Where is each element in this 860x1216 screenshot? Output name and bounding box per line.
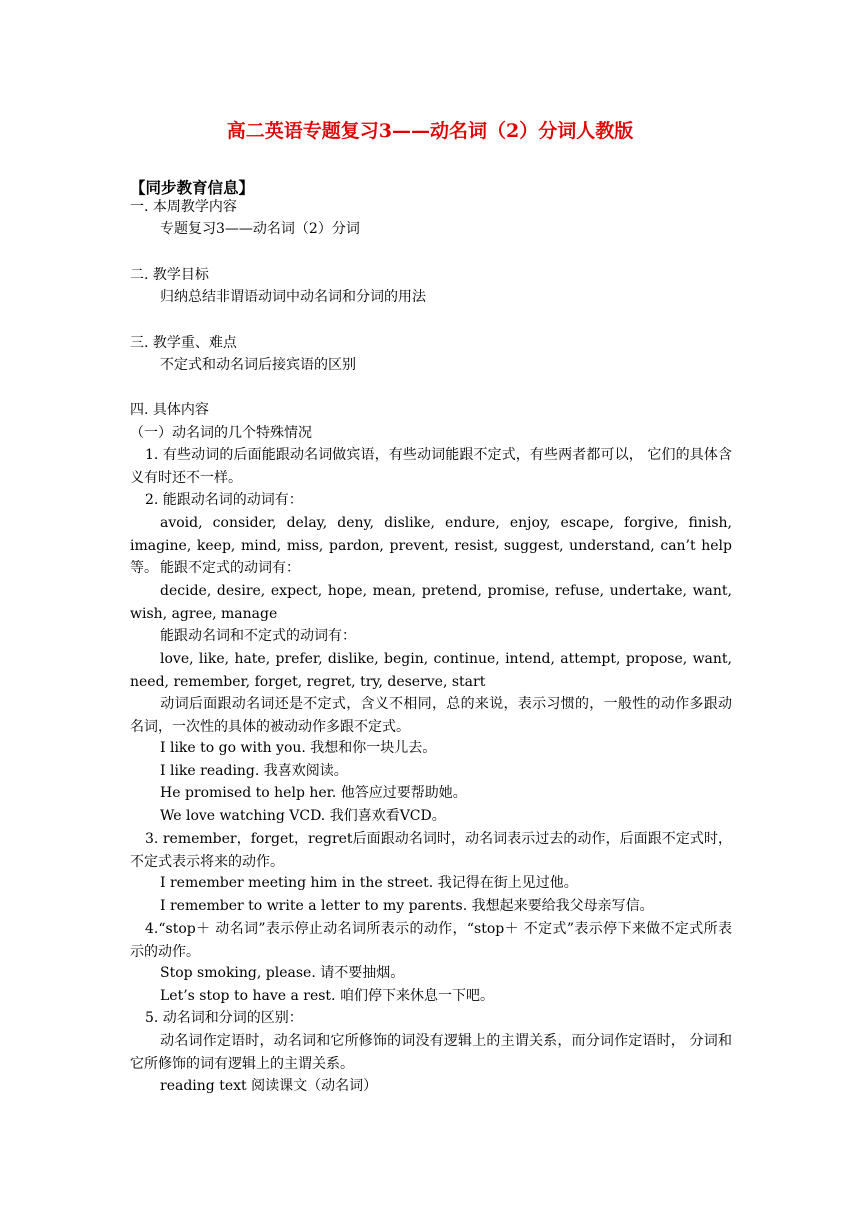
example-3: He promised to help her. 他答应过要帮助她。 — [160, 785, 467, 801]
section-3-heading: 三. 教学重、难点 — [130, 335, 237, 351]
both-verb-list-text: love, like, hate, prefer, dislike, begin, continue, intend, attempt, propose, want, need, remember, forget, regret, try, deserve, start — [130, 651, 732, 690]
subsection-1-heading: （一）动名词的几个特殊情况 — [130, 425, 312, 441]
gerund-vs-participle-explanation — [130, 1030, 732, 1075]
example-4: We love watching VCD. 我们喜欢看VCD。 — [160, 808, 446, 824]
gerund-verb-list-text: avoid, consider, delay, deny, dislike, endure, enjoy, escape, forgive, finish, imagine, keep, mind, miss, pardon, prevent, resist, suggest, understand, can’t help 等。 — [130, 515, 732, 576]
infinitive-verbs-label: 能跟不定式的动词有： — [160, 560, 300, 576]
example-6: I remember to write a letter to my parents. 我想起来要给我父母亲写信。 — [160, 898, 654, 914]
example-1: I like to go with you. 我想和你一块儿去。 — [160, 740, 437, 756]
section-1-text: 专题复习3——动名词（2）分词 — [160, 221, 360, 237]
example-2: I like reading. 我喜欢阅读。 — [160, 763, 348, 779]
infinitive-verb-list — [130, 580, 732, 625]
point-4-paragraph — [130, 918, 732, 963]
section-2-text: 归纳总结非谓语动词中动名词和分词的用法 — [160, 289, 426, 305]
example-8: Let’s stop to have a rest. 咱们停下来休息一下吧。 — [160, 988, 494, 1004]
both-verb-list — [130, 648, 732, 693]
document-title: 高二英语专题复习3——动名词（2）分词人教版 — [226, 120, 634, 142]
example-5: I remember meeting him in the street. 我记得在街上见过他。 — [160, 875, 578, 891]
infinitive-verb-list-text: decide, desire, expect, hope, mean, pretend, promise, refuse, undertake, want, wish, agree, manage — [130, 583, 732, 622]
section-4-heading: 四. 具体内容 — [130, 402, 209, 418]
example-7: Stop smoking, please. 请不要抽烟。 — [160, 965, 405, 981]
point-2-heading: 2. 能跟动名词的动词有： — [145, 492, 303, 508]
participle-explanation-text: 动名词作定语时，动名词和它所修饰的词没有逻辑上的主谓关系，而分词作定语时， 分词和它所修饰的词有逻辑上的主谓关系。 — [130, 1033, 732, 1072]
section-3-text: 不定式和动名词后接宾语的区别 — [160, 357, 356, 373]
point-3-paragraph — [130, 828, 732, 873]
point-1-text: 1. 有些动词的后面能跟动名词做宾语，有些动词能跟不定式，有些两者都可以， 它们的具体含义有时还不一样。 — [130, 447, 732, 486]
point-5-heading: 5. 动名词和分词的区别： — [145, 1010, 303, 1026]
section-2-heading: 二. 教学目标 — [130, 267, 209, 283]
sync-info-heading: 【同步教育信息】 — [130, 178, 255, 197]
section-1-heading: 一. 本周教学内容 — [130, 199, 237, 215]
example-9: reading text 阅读课文（动名词） — [160, 1078, 378, 1094]
gerund-vs-infinitive-explanation — [130, 693, 732, 738]
point-4-text: 4.“stop＋ 动名词”表示停止动名词所表示的动作，“stop＋ 不定式”表示停下来做不定式所表示的动作。 — [130, 921, 732, 960]
point-3-text: 3. remember，forget，regret后面跟动名词时，动名词表示过去的动作，后面跟不定式时，不定式表示将来的动作。 — [130, 831, 732, 870]
point-1-paragraph — [130, 444, 732, 489]
explanation-text: 动词后面跟动名词还是不定式，含义不相同，总的来说，表示习惯的，一般性的动作多跟动名词，一次性的具体的被动动作多跟不定式。 — [130, 696, 732, 735]
both-verbs-label: 能跟动名词和不定式的动词有： — [160, 628, 356, 644]
